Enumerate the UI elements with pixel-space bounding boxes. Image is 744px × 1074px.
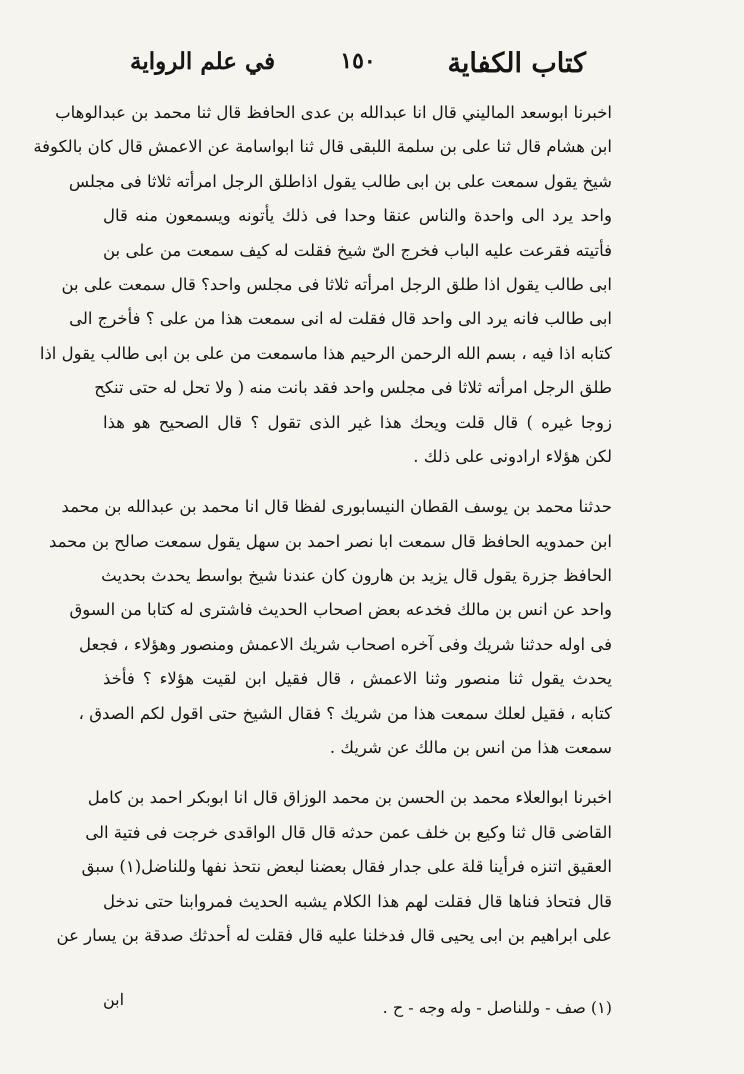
text-line: واحد يرد الى واحدة والناس عنقا وحدا فى ذلك يأتونه ويسمعون منه قال bbox=[103, 206, 612, 226]
footnote: (١) صف - وللناصل - وله وجه - ح . bbox=[382, 998, 612, 1017]
text-line: يحدث يقول ثنا منصور وثنا الاعمش ، قال فقيل ابن لقيت هؤلاء ؟ فأخذ bbox=[103, 669, 612, 689]
text-line: لكن هؤلاء ارادونى على ذلك . bbox=[413, 446, 612, 466]
paragraph-1 bbox=[33, 96, 612, 474]
text-line: ابى طالب يقول اذا طلق الرجل امرأته ثلاثا فى مجلس واحد؟ قال سمعت على بن bbox=[61, 274, 612, 294]
text-line: كتابه ، فقيل لعلك سمعت هذا من شريك ؟ فقال الشيخ حتى اقول لكم الصدق ، bbox=[78, 703, 612, 723]
text-line: زوجا غيره ) قال قلت ويحك هذا غير الذى تقول ؟ قال الصحيح هو هذا bbox=[103, 412, 612, 432]
text-line: حدثنا محمد بن يوسف القطان النيسابورى لفظا قال انا محمد بن عبدالله بن محمد bbox=[61, 497, 612, 517]
text-line: فى اوله حدثنا شريك وفى آخره اصحاب شريك الاعمش ومنصور وهؤلاء ، فجعل bbox=[79, 634, 612, 654]
catchword: ابن bbox=[103, 990, 125, 1009]
text-line: كتابه اذا فيه ، بسم الله الرحمن الرحيم هذا ماسمعت من على بن ابى طالب يقول اذا bbox=[39, 343, 612, 363]
text-line: اخبرنا ابوسعد الماليني قال انا عبدالله بن عدى الحافظ قال ثنا محمد بن عبدالوهاب bbox=[55, 103, 612, 122]
book-subtitle: في علم الرواية bbox=[130, 48, 276, 75]
page-body bbox=[33, 96, 612, 953]
book-title: كتاب الكفاية bbox=[447, 48, 586, 79]
text-line: سمعت هذا من انس بن مالك عن شريك . bbox=[329, 738, 612, 758]
text-line: ابى طالب فانه يرد الى واحد قال فقلت له انى سمعت هذا من على ؟ فأخرج الى bbox=[69, 309, 612, 329]
text-line: اخبرنا ابوالعلاء محمد بن الحسن بن محمد الوزاق قال انا ابوبكر احمد بن كامل bbox=[87, 788, 612, 808]
text-line: القاضى قال ثنا وكيع بن خلف عمن حدثه قال قال الواقدى خرجت فى فتية الى bbox=[85, 822, 612, 842]
text-line: ابن هشام قال ثنا على بن سلمة اللبقى قال ثنا ابواسامة عن الاعمش قال كان بالكوفة bbox=[33, 137, 612, 157]
text-line: على ابراهيم بن ابى يحيى قال فدخلنا عليه قال فقلت له أحدثك صدقة بن يسار عن bbox=[56, 925, 612, 945]
page-number: ١٥٠ bbox=[340, 48, 376, 74]
text-line: ابن حمدويه الحافظ قال سمعت ابا نصر احمد بن سهل يقول سمعت صالح بن محمد bbox=[48, 531, 612, 551]
text-line: العقيق اتنزه فرأينا قلة على جدار فقال بعضنا لبعض نتحذ نفها وللناضل(١) سبق bbox=[81, 857, 612, 877]
text-line: قال فتحاذ فناها قال فقلت لهم هذا الكلام يشبه الحديث فمروابنا حتى ندخل bbox=[103, 891, 612, 911]
text-line: الحافظ جزرة يقول قال يزيد بن هارون كان عندنا شيخ بواسط يحدث بحديث bbox=[101, 566, 612, 586]
paragraph-gap bbox=[103, 474, 612, 490]
text-line: شيخ يقول سمعت على بن ابى طالب يقول اذاطلق الرجل امرأته ثلاثا فى مجلس bbox=[68, 171, 612, 191]
paragraph-gap bbox=[103, 765, 612, 781]
page-header bbox=[130, 44, 586, 84]
paragraph-3 bbox=[56, 781, 612, 953]
text-line: طلق الرجل امرأته ثلاثا فى مجلس واحد فقد بانت منه ( ولا تحل له حتى تنكح bbox=[94, 378, 612, 398]
text-line: واحد عن انس بن مالك فخدعه بعض اصحاب الحديث فاشترى له كتابا من السوق bbox=[69, 600, 612, 620]
paragraph-2 bbox=[48, 490, 612, 765]
text-line: فأتيته فقرعت عليه الباب فخرج الىّ شيخ فقلت له كيف سمعت من على بن bbox=[103, 240, 612, 260]
